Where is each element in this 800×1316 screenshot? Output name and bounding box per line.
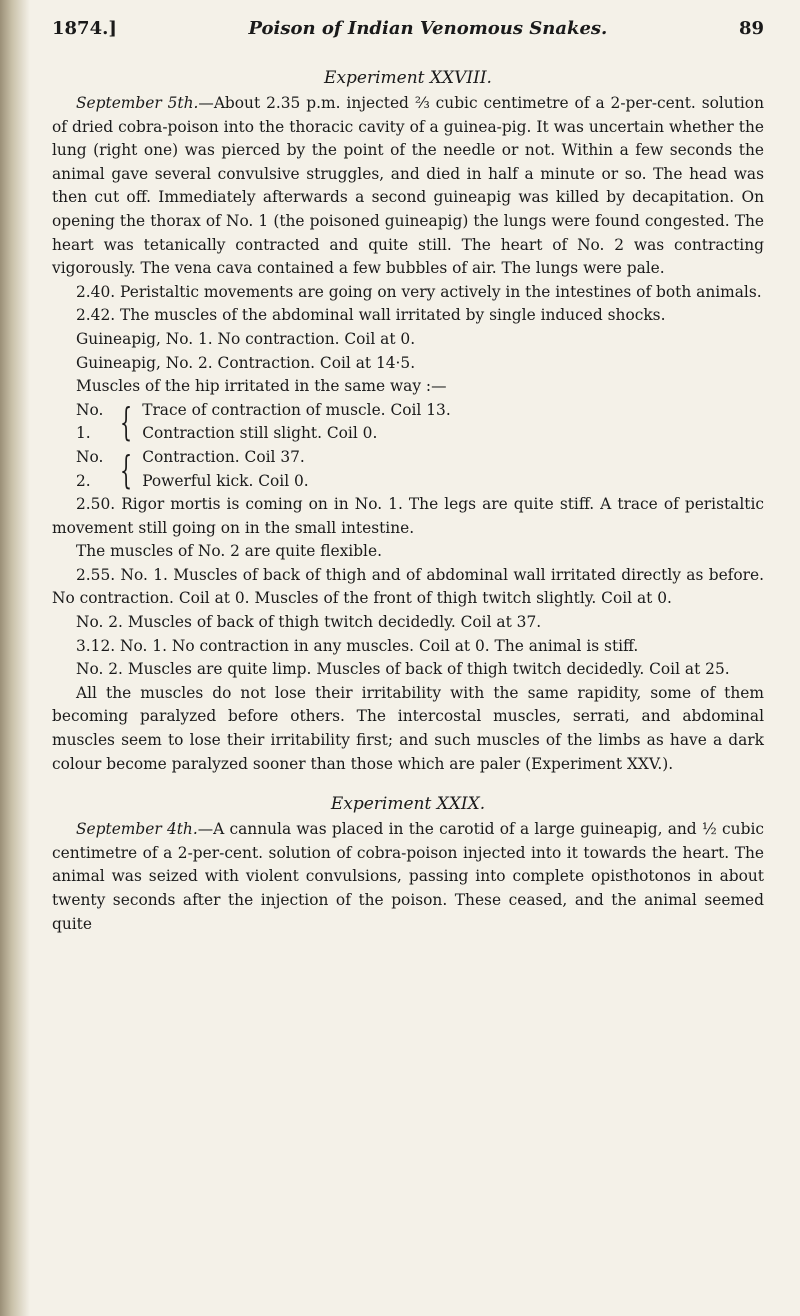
brace-group-no-1	[76, 399, 764, 446]
experiment-28-paragraph-1-text: —About 2.35 p.m. injected ⅔ cubic centimetre of a 2-per-cent. solution of dried cobra-poison into the thoracic cavity of a guinea-pig. It was uncertain whether the lung (right one) was pierced by the point of the needle or not. Within a few seconds the animal gave several convulsive struggles, and died in half a minute or so. The head was then cut off. Immediately afterwards a second guineapig was killed by decapitation. On opening the thorax of No. 1 (the poisoned guineapig) the lungs were found congested. The heart was tetanically contracted and quite still. The heart of No. 2 was contracting vigorously. The vena cava contained a few bubbles of air. The lungs were pale.	[52, 94, 764, 278]
experiment-28-heading: Experiment XXVIII.	[324, 68, 492, 88]
experiment-29-paragraph-1	[52, 818, 764, 936]
page-edge-shadow	[0, 0, 30, 1316]
experiment-28-paragraph-3: 2.42. The muscles of the abdominal wall irritated by single induced shocks.	[76, 306, 666, 325]
experiment-28-paragraph-4: 2.50. Rigor mortis is coming on in No. 1. The legs are quite stiff. A trace of peristaltic movement still going on in the small intestine.	[52, 495, 764, 537]
curly-brace-icon: {	[120, 400, 133, 445]
experiment-28-paragraph-8: 3.12. No. 1. No contraction in any muscles. Coil at 0. The animal is stiff.	[76, 636, 639, 655]
brace-group-label: No. 1.	[76, 400, 104, 443]
experiment-28-paragraph-1	[52, 92, 764, 281]
experiment-29-paragraph-1-text: —A cannula was placed in the carotid of a large guineapig, and ½ cubic centimetre of a 2-per-cent. solution of cobra-poison injected into it towards the heart. The animal was seized with violent convulsions, passing into complete opisthotonos in about twenty seconds after the injection of the poison. These ceased, and the animal seemed quite	[52, 820, 764, 933]
experiment-28-paragraph-5: The muscles of No. 2 are quite flexible.	[76, 542, 382, 561]
experiment-28-date: September 5th.	[76, 94, 199, 112]
page-number: 89	[738, 18, 764, 39]
guineapig-2-result: Guineapig, No. 2. Contraction. Coil at 14·5.	[76, 353, 416, 372]
brace-line: Trace of contraction of muscle. Coil 13.	[142, 400, 451, 419]
running-head-year: 1874.]	[52, 18, 117, 39]
experiment-29-heading: Experiment XXIX.	[330, 794, 486, 815]
experiment-28-paragraph-6: 2.55. No. 1. Muscles of back of thigh and of abdominal wall irritated directly as before. No contraction. Coil at 0. Muscles of the front of thigh twitch slightly. Coil at 0.	[52, 565, 764, 608]
brace-line: Contraction. Coil 37.	[142, 447, 305, 466]
experiment-28-paragraph-7: No. 2. Muscles of back of thigh twitch decidedly. Coil at 37.	[76, 613, 542, 632]
experiment-29-date: September 4th.	[76, 820, 198, 839]
book-page	[52, 18, 764, 936]
experiment-28-paragraph-2: 2.40. Peristaltic movements are going on very actively in the intestines of both animals.	[76, 282, 762, 301]
experiment-28-paragraph-9: No. 2. Muscles are quite limp. Muscles of back of thigh twitch decidedly. Coil at 25.	[76, 660, 730, 679]
brace-line: Powerful kick. Coil 0.	[142, 471, 309, 490]
guineapig-1-result: Guineapig, No. 1. No contraction. Coil at 0.	[76, 329, 416, 348]
running-head-title: Poison of Indian Venomous Snakes.	[248, 18, 608, 39]
brace-group-no-2	[76, 446, 764, 493]
brace-line: Contraction still slight. Coil 0.	[142, 424, 378, 443]
brace-group-label: No. 2.	[76, 447, 104, 490]
running-head	[52, 18, 764, 50]
curly-brace-icon: {	[120, 447, 133, 492]
experiment-28-paragraph-10: All the muscles do not lose their irritability with the same rapidity, some of them becoming paralyzed before others. The intercostal muscles, serrati, and abdominal muscles seem to lose their irritability first; and such muscles of the limbs as have a dark colour become paralyzed sooner than those which are paler (Experiment XXV.).	[52, 683, 764, 773]
hip-muscles-line: Muscles of the hip irritated in the same way :—	[76, 377, 447, 396]
